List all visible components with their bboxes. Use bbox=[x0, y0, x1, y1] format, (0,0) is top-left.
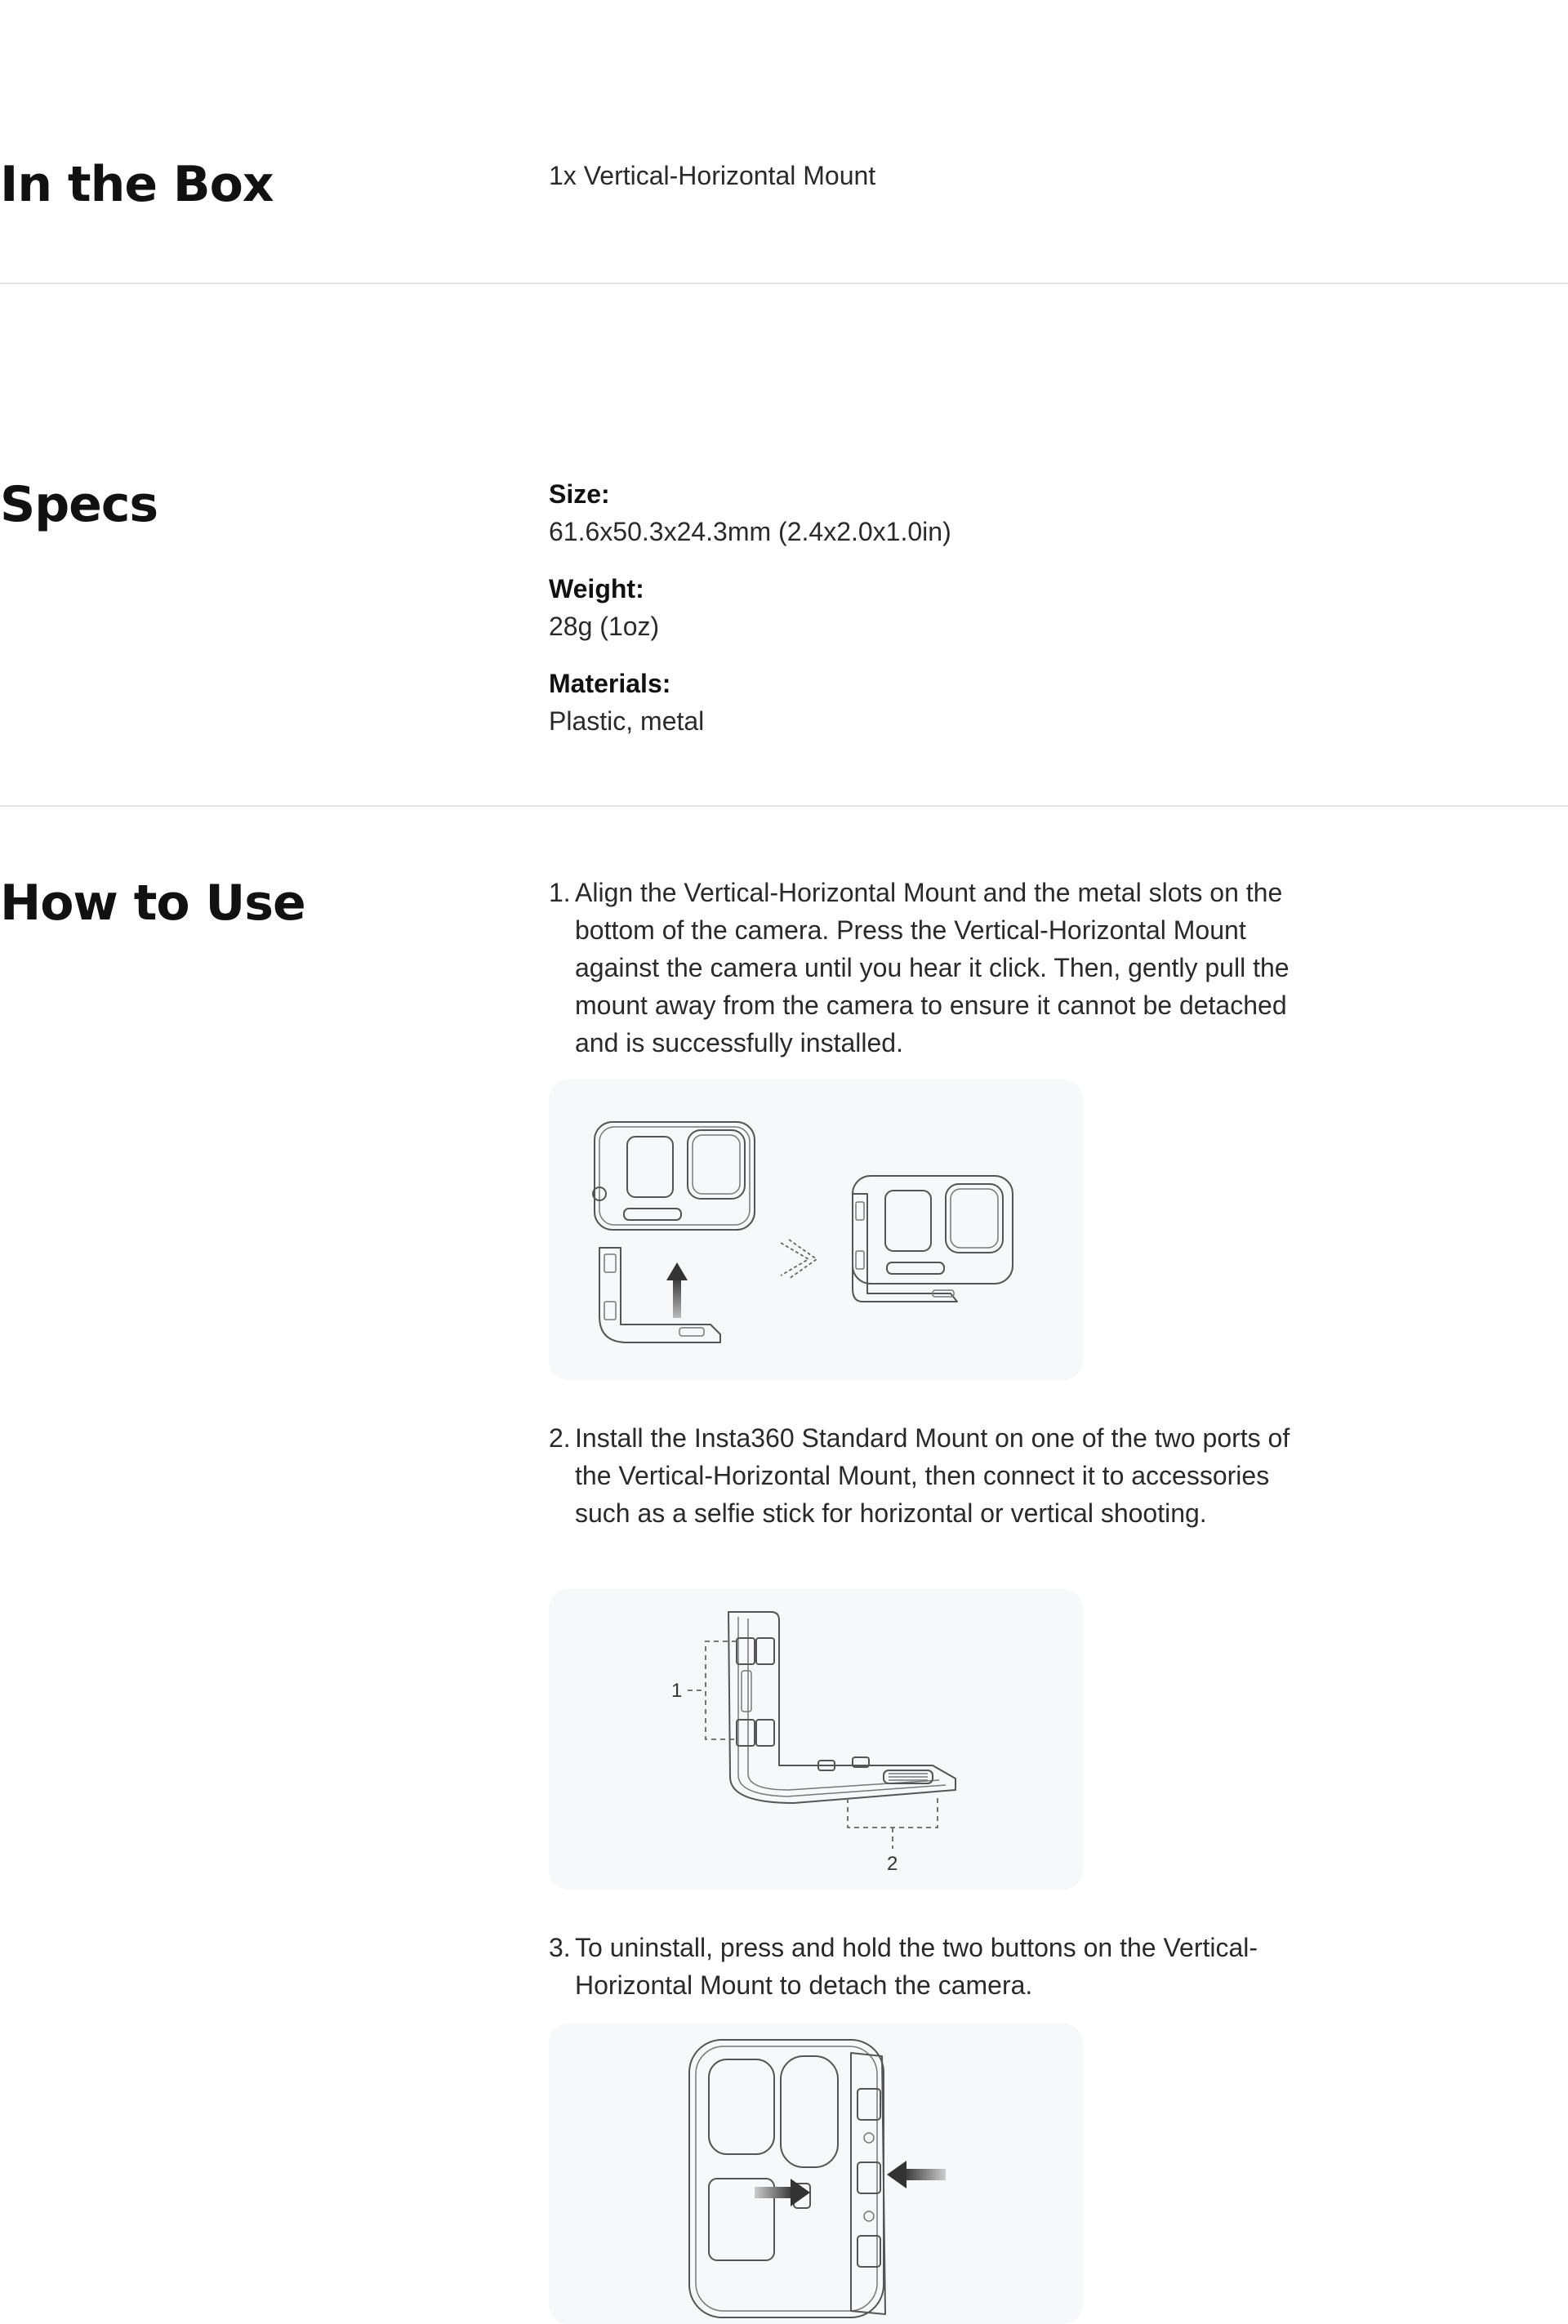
mount-l-shape bbox=[728, 1612, 956, 1803]
step-1 bbox=[549, 874, 1300, 1062]
specs-heading: Specs bbox=[0, 476, 158, 533]
install-illustration bbox=[549, 1080, 1083, 1380]
uninstall-diagram bbox=[549, 2023, 1083, 2324]
spec-weight-label: Weight: bbox=[549, 574, 644, 603]
camera-assembled bbox=[853, 1176, 1013, 1302]
specs-section bbox=[0, 284, 1568, 807]
step-2 bbox=[549, 1419, 1300, 1532]
camera-with-mount bbox=[689, 2040, 885, 2317]
step-2-text: Install the Insta360 Standard Mount on one of the two ports of the Vertical-Horizontal Mount, then connect it to accessories such as a selfie stick for horizontal or vertical shooting. bbox=[575, 1423, 1290, 1528]
chevron-right-icon bbox=[781, 1240, 817, 1279]
callout-2-label: 2 bbox=[887, 1853, 898, 1875]
callout-2 bbox=[848, 1795, 938, 1875]
camera-left bbox=[593, 1122, 755, 1230]
step-3-number: 3. bbox=[549, 1933, 571, 1962]
spec-weight bbox=[549, 570, 659, 645]
spec-materials bbox=[549, 665, 704, 740]
spec-materials-value: Plastic, metal bbox=[549, 706, 705, 736]
how-to-use-heading: How to Use bbox=[0, 875, 305, 932]
install-diagram bbox=[549, 1080, 1083, 1380]
in-the-box-heading: In the Box bbox=[0, 156, 274, 213]
step-1-number: 1. bbox=[549, 878, 571, 907]
spec-materials-label: Materials: bbox=[549, 669, 671, 698]
press-arrow-right-icon bbox=[887, 2161, 946, 2188]
step-3 bbox=[549, 1929, 1300, 2004]
step-3-text: To uninstall, press and hold the two buttons on the Vertical-Horizontal Mount to detach the camera. bbox=[575, 1933, 1258, 2000]
spec-weight-value: 28g (1oz) bbox=[549, 612, 660, 641]
uninstall-illustration bbox=[549, 2023, 1083, 2324]
ports-diagram bbox=[549, 1589, 1083, 1890]
step-1-text: Align the Vertical-Horizontal Mount and the metal slots on the bottom of the camera. Press the Vertical-Horizontal Mount against the camera until you hear it click. Then, gently pull the mount away from the camera to ensure it cannot be detached and is successfully installed. bbox=[575, 878, 1290, 1057]
step-2-number: 2. bbox=[549, 1423, 571, 1453]
arrow-up-icon bbox=[666, 1262, 688, 1318]
in-the-box-item: 1x Vertical-Horizontal Mount bbox=[549, 161, 876, 190]
in-the-box-section bbox=[0, 0, 1568, 284]
mount-left bbox=[599, 1248, 720, 1342]
spec-size-label: Size: bbox=[549, 479, 610, 509]
spec-size bbox=[549, 475, 951, 550]
ports-illustration bbox=[549, 1589, 1083, 1890]
callout-1-label: 1 bbox=[671, 1680, 683, 1702]
callout-1 bbox=[671, 1641, 737, 1739]
spec-size-value: 61.6x50.3x24.3mm (2.4x2.0x1.0in) bbox=[549, 517, 951, 546]
